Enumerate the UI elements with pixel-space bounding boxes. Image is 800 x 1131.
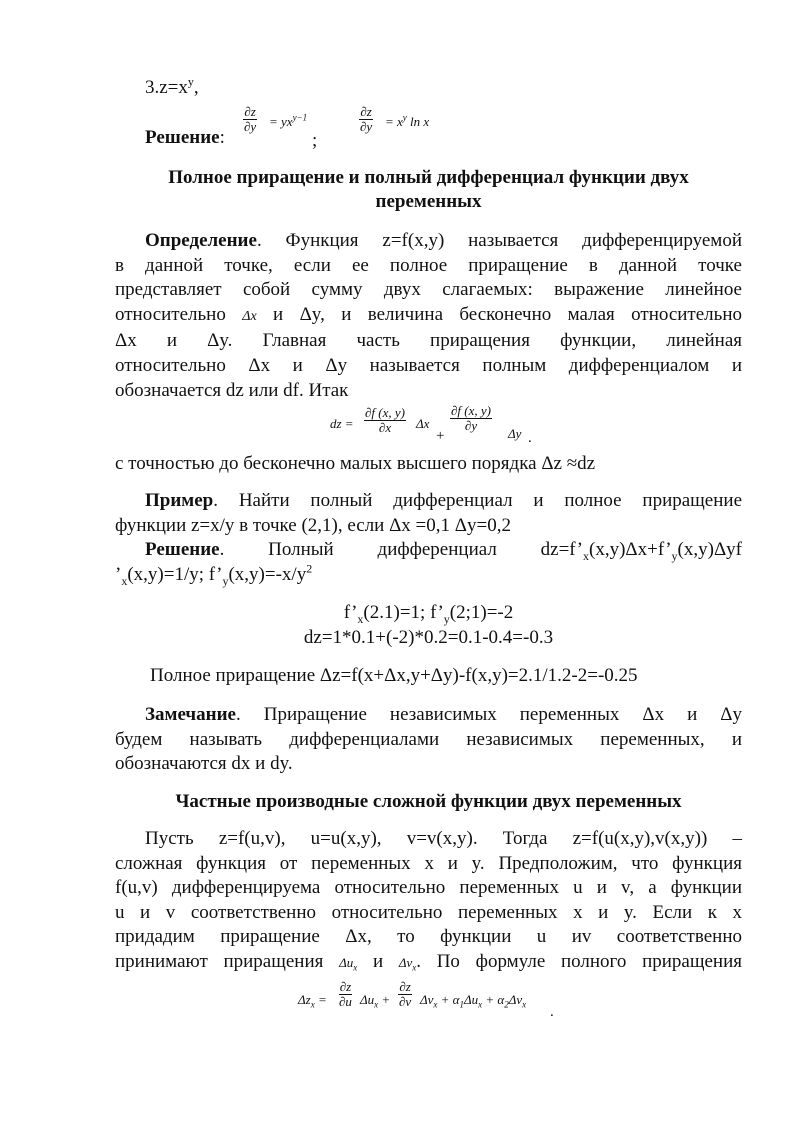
sub-x: x xyxy=(374,999,379,1010)
example-term: Пример xyxy=(145,490,214,511)
rhs-text: = x xyxy=(385,114,403,129)
delta-v: Δv xyxy=(398,954,413,970)
term-text: Δv xyxy=(420,992,434,1007)
calc-text: (2.1)=1; f’ xyxy=(363,602,444,623)
formula-lhs xyxy=(298,992,327,1008)
term-text: + α xyxy=(437,992,460,1007)
sub-x: x xyxy=(522,999,527,1010)
example-paragraph xyxy=(115,489,742,587)
prime: ’ xyxy=(115,563,122,585)
partial-z-u xyxy=(338,980,353,1009)
heading-composite-function: Частные производные сложной функции двух переменных xyxy=(175,791,682,812)
lhs-text: Δz xyxy=(298,992,311,1007)
semicolon: ; xyxy=(312,130,318,151)
fraction-denominator: ∂y xyxy=(244,119,257,134)
composite-line-5: придадим приращение Δx, то функции u иv соответственно xyxy=(115,926,742,948)
sub-x: x xyxy=(478,999,483,1010)
remark-line-2: будем называть дифференциалами независимых переменных, и xyxy=(115,728,742,750)
partial-z-y-1 xyxy=(243,105,257,134)
fraction-numerator: ∂z xyxy=(339,979,352,994)
fraction-numerator: ∂z xyxy=(360,104,372,119)
definition-term: Определение xyxy=(145,230,257,251)
term-text: Δu xyxy=(464,992,479,1007)
definition-line-4 xyxy=(115,303,742,330)
partial-z-v xyxy=(398,980,412,1009)
solution-text: (x,y)Δx+f’ xyxy=(589,539,672,561)
solution-term: Решение xyxy=(145,127,220,148)
rhs-text: = yx xyxy=(269,114,293,129)
definition-line-5: Δx и Δy. Главная часть приращения функции, линейная xyxy=(115,330,742,352)
fraction-numerator: ∂z xyxy=(244,104,256,119)
definition-text: относительно xyxy=(115,303,226,325)
calc-text: f’ xyxy=(343,602,358,623)
accuracy-line: с точностью до бесконечно малых высшего порядка Δz ≈dz xyxy=(115,453,596,474)
remark-line-1 xyxy=(115,703,742,728)
calc-line-1 xyxy=(115,601,742,626)
solution-label xyxy=(145,126,225,151)
example-text: (x,y)=-x/y xyxy=(228,563,307,585)
period: . xyxy=(550,1004,554,1020)
definition-line-6: относительно Δx и Δy называется полным дифференциалом и xyxy=(115,354,742,376)
composite-line-4: u и v соответственно относительно переменных x и y. Если к x xyxy=(115,901,742,923)
example-3-text: 3.z=x xyxy=(145,77,188,98)
composite-text: . По формуле полного приращения xyxy=(416,950,743,972)
term-text: Δv xyxy=(508,992,523,1007)
sub-y: y xyxy=(222,573,229,588)
delta-x: Δx xyxy=(242,308,257,324)
composite-line-1: Пусть z=f(u,v), u=u(x,y), v=v(x,y). Тогда z=f(u(x,y),v(x,y)) – xyxy=(145,828,742,849)
formula-lhs: dz = xyxy=(330,416,354,431)
rhs-sup: y−1 xyxy=(292,112,308,123)
terms-rest xyxy=(420,992,526,1008)
definition-line-1 xyxy=(115,229,742,254)
calc-line-2: dz=1*0.1+(-2)*0.2=0.1-0.4=-0.3 xyxy=(303,627,554,648)
composite-text: и xyxy=(357,950,399,972)
sub-2: 2 xyxy=(504,999,509,1010)
definition-line-7: обозначается dz или df. Итак xyxy=(115,379,349,401)
definition-paragraph xyxy=(115,229,742,403)
equals: = xyxy=(314,992,327,1007)
formula-composite-increment xyxy=(298,978,578,1024)
sub-x: x xyxy=(357,611,364,626)
example-text: . Найти полный дифференциал и полное приращение xyxy=(213,490,742,511)
composite-text: принимают приращения xyxy=(115,950,340,972)
term-1 xyxy=(360,992,390,1008)
sub-y: y xyxy=(443,611,450,626)
fraction-denominator: ∂y xyxy=(360,119,373,134)
composite-line-6 xyxy=(115,950,742,976)
example-line-1 xyxy=(115,489,742,514)
formula-total-differential xyxy=(330,404,570,448)
sub-x: x xyxy=(310,999,315,1010)
calc-text: (2;1)=-2 xyxy=(449,602,514,623)
delta-y: Δy xyxy=(508,426,522,441)
delta-u-x xyxy=(339,954,358,973)
plus-sign: + xyxy=(436,428,445,444)
solution-text: (x,y)Δyf xyxy=(677,539,742,561)
example-3-end: , xyxy=(193,77,199,98)
delta-v-x xyxy=(398,954,417,973)
fraction-denominator: ∂x xyxy=(378,420,392,435)
solution-text: . Полный дифференциал dz=f’ xyxy=(219,539,583,561)
term-text: Δu xyxy=(360,992,375,1007)
example-3-sup: y xyxy=(187,74,194,89)
plus-sign: + xyxy=(378,992,391,1007)
composite-line-2: сложная функция от переменных x и y. Предположим, что функция xyxy=(115,852,742,874)
rhs-end: ln x xyxy=(406,114,430,129)
definition-text: . Функция z=f(x,y) называется дифференцируемой xyxy=(256,230,742,251)
example-solution-line xyxy=(115,538,742,563)
sub-x: x xyxy=(433,999,438,1010)
fraction-numerator: ∂f (x, y) xyxy=(451,403,491,418)
sub-1: 1 xyxy=(459,999,465,1010)
sub-y: y xyxy=(671,548,678,563)
example-line-4 xyxy=(115,563,742,588)
heading-line-1: Полное приращение и полный дифференциал функции двух xyxy=(168,167,689,188)
solution-term: Решение xyxy=(145,539,220,561)
remark-text: . Приращение независимых переменных Δx и Δy xyxy=(235,704,742,725)
heading-total-increment xyxy=(115,166,742,214)
remark-paragraph xyxy=(115,703,742,777)
solution-colon: : xyxy=(219,127,225,148)
fraction-denominator: ∂v xyxy=(399,994,412,1009)
period: . xyxy=(528,430,532,446)
sub-x: x xyxy=(353,962,358,973)
example-line-2: функции z=x/y в точке (2,1), если Δx =0,1 Δy=0,2 xyxy=(115,514,511,536)
fraction-denominator: ∂y xyxy=(464,418,478,433)
remark-line-3: обозначаются dx и dy. xyxy=(115,753,293,775)
fraction-denominator: ∂u xyxy=(339,994,352,1009)
definition-text: и Δy, и величина бесконечно малая относительно xyxy=(256,303,742,325)
sub-x: x xyxy=(583,548,589,563)
example-text: (x,y)=1/y; f’ xyxy=(127,563,223,585)
rhs-sup: y xyxy=(402,112,407,123)
composite-line-3: f(u,v) дифференцируема относительно переменных u и v, а функции xyxy=(115,877,742,899)
sub-x: x xyxy=(412,962,417,973)
definition-line-2: в данной точке, если ее полное приращение в данной точке xyxy=(115,254,742,276)
partial-f-y xyxy=(450,404,492,433)
derivative-2-rhs xyxy=(385,114,429,130)
sub-x: x xyxy=(121,573,128,588)
fraction-numerator: ∂z xyxy=(399,979,411,994)
partial-z-y-2 xyxy=(359,105,373,134)
sup-2: 2 xyxy=(306,561,313,576)
delta-x: Δx xyxy=(416,416,430,431)
full-increment-line: Полное приращение Δz=f(x+Δx,y+Δy)-f(x,y)=2.1/1.2-2=-0.25 xyxy=(150,665,638,686)
partial-f-x xyxy=(364,406,406,435)
heading-line-2: переменных xyxy=(375,191,482,212)
term-text: + α xyxy=(482,992,505,1007)
delta-u: Δu xyxy=(339,954,354,970)
derivative-1-rhs xyxy=(269,114,307,130)
remark-term: Замечание xyxy=(145,704,236,725)
definition-line-3: представляет собой сумму двух слагаемых: выражение линейное xyxy=(115,279,742,301)
fraction-numerator: ∂f (x, y) xyxy=(365,405,405,420)
example-3-label xyxy=(145,76,199,101)
composite-paragraph xyxy=(115,827,742,976)
